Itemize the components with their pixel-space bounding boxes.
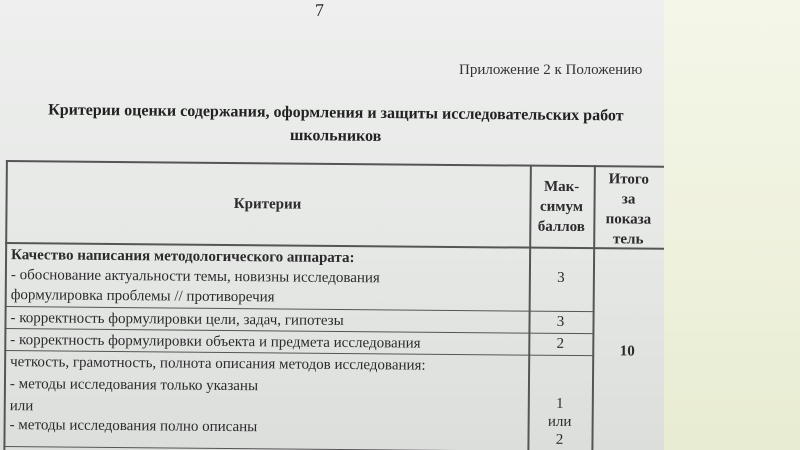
header-max-line-2: симум [539,198,584,216]
row4-score-line-2: или [547,413,572,430]
row1-line1: - обоснование актуальности темы, новизны исследования [10,267,380,287]
title-line-1: Критерии оценки содержания, оформления и защиты исследовательских работ [48,101,624,125]
header-total [593,169,664,250]
row4-line4: - методы исследования полно описаны [9,417,258,436]
header-max-line-1: Мак- [543,178,580,196]
row4-score-line-1: 1 [555,395,564,412]
row2-line1: - корректность формулировки цели, задач, гипотезы [10,310,344,330]
header-total-line-3: показа [605,211,652,228]
row4-line2: - методы исследования только указаны [9,376,259,395]
title-line-2: школьников [289,126,382,145]
section-heading: Качество написания методологического аппарата: [11,247,355,267]
row1-line2: формулировка проблемы // противоречия [10,287,275,306]
row3-line1: - корректность формулировки объекта и предмета исследования [10,332,421,352]
row2-score: 3 [556,313,565,330]
header-total-line-1: Итого [608,171,649,188]
row4-line3: или [9,398,34,415]
page-number: 7 [314,0,325,21]
row4-score [527,395,591,450]
header-total-line-2: за [621,191,636,208]
table-top-border [6,160,664,167]
header-criteria: Критерии [233,196,302,213]
header-total-line-4: тель [612,231,644,248]
total-score: 10 [619,343,635,360]
row3-score: 2 [556,335,565,352]
decorative-side-panel [664,0,800,450]
header-max-line-3: баллов [537,218,586,236]
row4-line1: четкость, грамотность, полнота описания методов исследования: [10,354,426,374]
row1-score: 3 [557,269,565,286]
row4-score-line-3: 2 [555,431,564,448]
appendix-label: Приложение 2 к Положению [459,62,643,78]
header-max-points [529,177,594,238]
